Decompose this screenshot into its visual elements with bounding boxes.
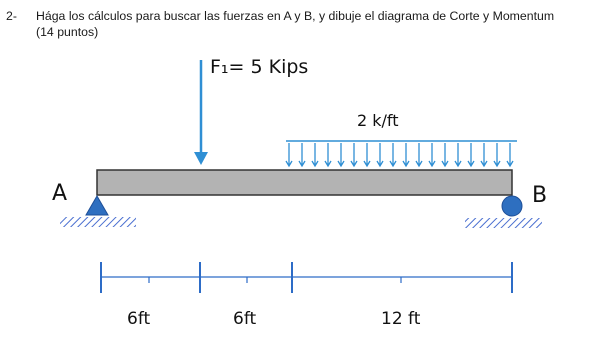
dimension-line	[101, 262, 512, 293]
support-b-label: B	[532, 183, 548, 208]
distributed-load-label: 2 k/ft	[357, 111, 399, 130]
problem-number: 2-	[6, 9, 17, 23]
point-load-arrow	[194, 60, 208, 165]
dimension-label-1: 6ft	[127, 309, 151, 329]
support-a-label: A	[52, 181, 68, 206]
beam	[97, 170, 512, 195]
problem-text: Hága los cálculos para buscar las fuerzas en A y B, y dibuje el diagrama de Corte y Momentum	[36, 9, 555, 23]
dimension-label-2: 6ft	[233, 309, 257, 329]
point-load-label: F₁= 5 Kips	[210, 56, 309, 78]
pin-support-a	[86, 196, 108, 215]
distributed-load	[286, 141, 517, 166]
ground-hatch-a	[60, 217, 136, 227]
ground-hatch-b	[465, 218, 542, 228]
dimension-label-3: 12 ft	[381, 309, 421, 329]
problem-points: (14 puntos)	[36, 24, 99, 39]
roller-support-b	[502, 196, 522, 216]
